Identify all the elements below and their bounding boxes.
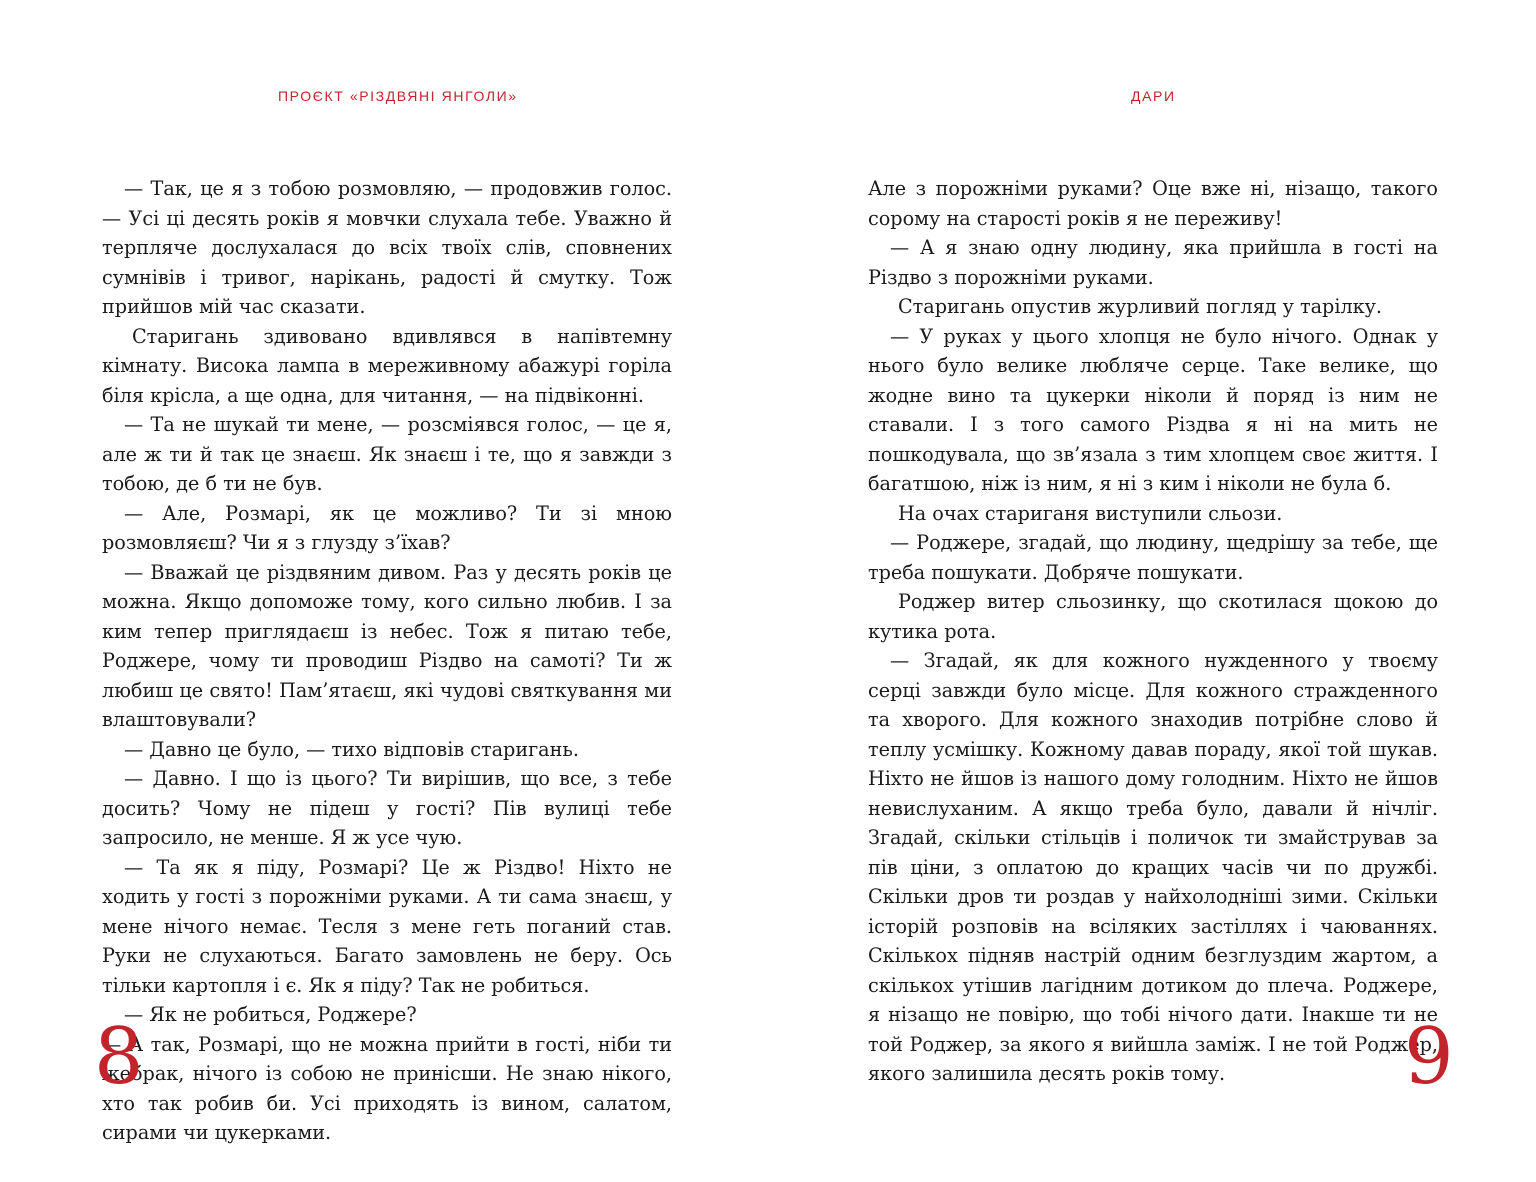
paragraph: Роджер витер сльозинку, що скотилася щокою до кутика рота. [868, 590, 1438, 643]
paragraph: — У руках у цього хлопця не було нічого. Однак у нього було велике любляче серце. Таке велике, що жодне вино та цукерки ніколи й поряд із ним не ставали. І з того самого Різдва я ні на мить не пошкодувала, що зв’язала з тим хлопцем своє життя. І багатшою, ніж із ним, я ні з ким і ніколи не була б. [868, 324, 1438, 495]
paragraph: — Давно це було, — тихо відповів старигань. [124, 737, 579, 761]
paragraph: — Так, це я з тобою розмовляю, — продовжив голос. — Усі ці десять років я мовчки слухала тебе. Уважно й терпляче дослухалася до всіх твоїх слів, сповнених сумнівів і тривог, нарікань, радості й смутку. Тож прийшов мій час сказати. [102, 177, 672, 318]
paragraph: Старигань здивовано вдивлявся в напівтемну кімнату. Висока лампа в мереживному абажурі горіла біля крісла, а ще одна, для читання, — на підвіконні. [102, 324, 672, 407]
running-head-left: ПРОЄКТ «РІЗДВЯНІ ЯНГОЛИ» [278, 88, 518, 104]
paragraph: На очах стариганя виступили сльози. [898, 501, 1283, 525]
paragraph: — А я знаю одну людину, яка прийшла в гості на Різдво з порожніми руками. [868, 236, 1438, 289]
paragraph: — Вважай це різдвяним дивом. Раз у десять років це можна. Якщо допоможе тому, кого сильно любив. І за ким тепер приглядаєш із небес. Тож я питаю тебе, Роджере, чому ти проводиш Різдво на самоті? Ти ж любиш це свято! Пам’ятаєш, які чудові святкування ми влаштовували? [102, 560, 672, 731]
paragraph: — Та як я піду, Розмарі? Це ж Різдво! Ніхто не ходить у гості з порожніми руками. А ти сама знаєш, у мене нічого немає. Тесля з мене геть поганий став. Руки не слухаються. Багато замовлень не беру. Ось тільки картопля і є. Як я піду? Так не робиться. [102, 855, 672, 997]
page-number-right: 9 [1404, 1012, 1454, 1102]
page-number-left: 8 [94, 1012, 144, 1102]
paragraph-wrapped: — Згадай, як для кожного нужденного у твоєму серці завжди було місце. Для кожного стражденного та хворого. Для кожного знаходив потрібне слово й теплу усмішку. Кожному давав пораду, якої той шукав. Ніхто не йшов із нашого дому голодним. Ніхто не йшов невислуханим. А якщо треба було, давали й нічліг. Згадай, скільки стільців і поличок ти змайстрував за пів ціни, з оплатою до кращих часів чи по дружбі. Скільки дров ти роздав у найхолодніші зими. Скільки історій розповів на всіляких застіллях і чаюваннях. Скількох підняв настрій одним безглуздим жартом, а скількох утішив лагідним дотиком до плеча. Роджере, я нізащо не повірю, що тобі нічого дати. Інакше ти не той Роджер, за якого я вийшла заміж. І не той Роджер, якого залишила десять років тому. [868, 649, 1438, 1085]
right-page-body [868, 174, 1438, 1089]
paragraph: — Давно. І що із цього? Ти вирішив, що все, з тебе досить? Чому не підеш у гості? Пів вулиці тебе запросило, не менше. Я ж усе чую. [102, 767, 672, 849]
right-page [768, 0, 1536, 1182]
paragraph: — Як не робиться, Роджере? [124, 1003, 417, 1026]
paragraph: Але з порожніми руками? Оце вже ні, нізащо, такого сорому на старості років я не переживу! [868, 177, 1438, 230]
paragraph: Старигань опустив журливий погляд у тарілку. [898, 295, 1383, 318]
paragraph-wrapped: — А так, Розмарі, що не можна прийти в гості, ніби ти жебрак, нічого із собою не принісши. Не знаю нікого, хто так робив би. Усі приходять із вином, салатом, сирами чи цукерками. [102, 1032, 672, 1144]
paragraph: — Роджере, згадай, що людину, щедрішу за тебе, ще треба пошукати. Добряче пошукати. [868, 531, 1438, 584]
paragraph: — Та не шукай ти мене, — розсміявся голос, — це я, але ж ти й так це знаєш. Як знаєш і те, що я завжди з тобою, де б ти не був. [102, 413, 672, 495]
paragraph: — Але, Розмарі, як це можливо? Ти зі мною розмовляєш? Чи я з глузду з’їхав? [102, 501, 672, 554]
running-head-right: ДАРИ [1131, 88, 1176, 104]
left-page-body [102, 174, 672, 1148]
